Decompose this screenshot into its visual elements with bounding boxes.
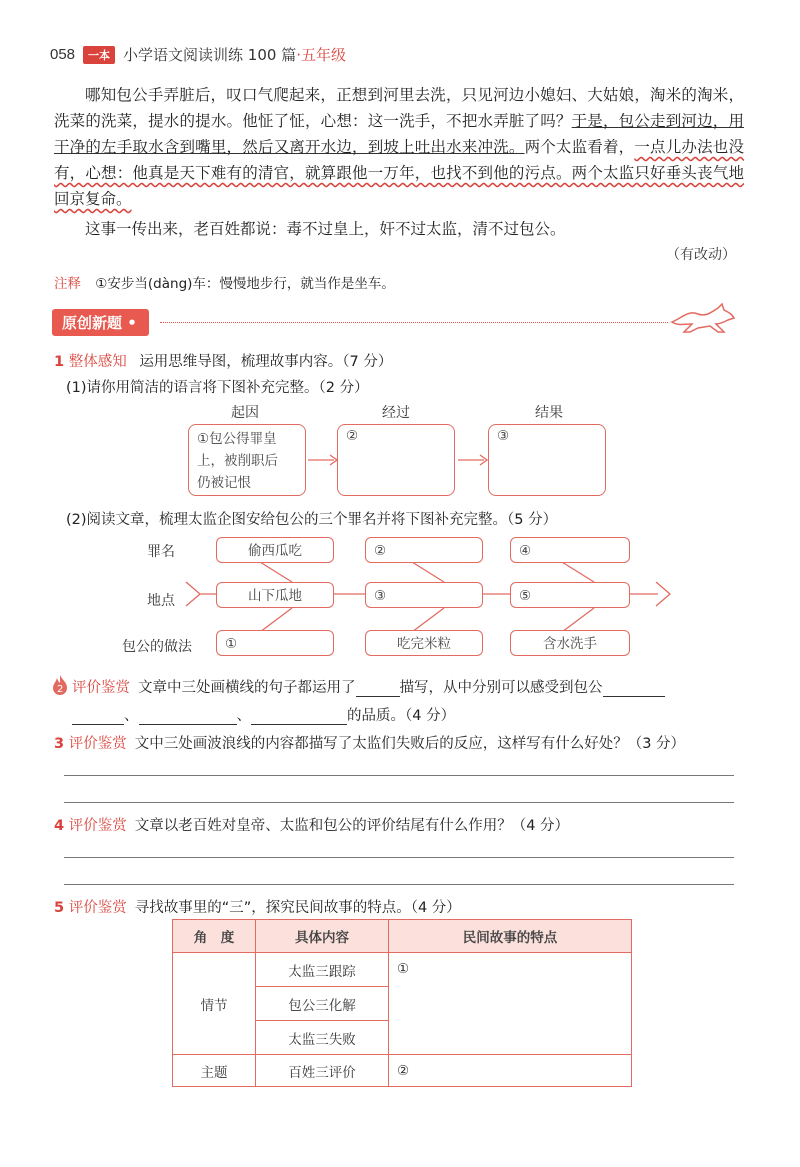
q3-answer-line-2[interactable] [64, 802, 734, 803]
table-header-row [173, 920, 632, 953]
theme-answer-marker: ② [397, 1062, 410, 1079]
running-cat-icon [668, 300, 738, 336]
q2-blank-3[interactable] [251, 708, 347, 725]
result-marker: ③ [497, 428, 510, 444]
story-underlined-sentence: 于是，包公走到河边，用干净的左手取水含到嘴里，然后又离开水边，到坡上吐出水来冲洗。 [54, 112, 744, 156]
q2-text-a: 文章中三处画横线的句子都运用了 [138, 680, 356, 696]
table-row [173, 1055, 632, 1087]
flame-icon [50, 674, 70, 696]
theme-cell: 主题 [173, 1055, 256, 1087]
page-header [50, 44, 346, 65]
flow-label-process: 经过 [382, 405, 410, 421]
section-divider [160, 322, 668, 323]
header-content: 具体内容 [256, 920, 389, 953]
cause-line-3: 仍被记恨 [197, 475, 251, 491]
table-row [173, 953, 632, 987]
question-2-line2 [72, 704, 455, 725]
cause-line-2: 上，被削职后 [197, 453, 278, 469]
series-title: 小学语文阅读训练 100 篇 [123, 46, 297, 64]
header-feature: 民间故事的特点 [389, 920, 632, 953]
question-5 [54, 896, 461, 917]
flow-box-result[interactable] [488, 424, 606, 496]
action-box-2: 吃完米粒 [365, 630, 483, 656]
q2-blank-1a[interactable] [603, 680, 665, 697]
q1-sub2: (2)阅读文章，梳理太监企图安给包公的三个罪名并将下图补充完整。（5 分） [66, 512, 558, 528]
flow-label-result: 结果 [535, 405, 563, 421]
plot-item-1: 太监三跟踪 [256, 953, 389, 987]
plot-answer-marker: ① [397, 961, 410, 977]
question-1 [54, 350, 392, 371]
q3-number: 3 [54, 736, 65, 752]
source-note: （有改动） [666, 247, 736, 263]
header-dot: · [296, 45, 301, 64]
question-4 [54, 814, 569, 835]
q3-category: 评价鉴赏 [68, 736, 127, 752]
place-box-3[interactable]: ⑤ [510, 582, 630, 608]
q4-text: 文章以老百姓对皇帝、太监和包公的评价结尾有什么作用？（4 分） [134, 818, 570, 834]
crime-box-3[interactable]: ④ [510, 537, 630, 563]
footnote-text: ①安步当(dàng)车：慢慢地步行，就当作是坐车。 [95, 276, 395, 292]
section-title: 原创新题 [62, 314, 123, 332]
story-text-a: 哪知包公手弄脏后，叹口气爬起来，正想到河里去洗，只见河边小媳妇、大姑娘，淘米的淘米，洗菜的洗菜，提水的提水。他怔了怔，心想：这一洗手，不把水弄脏了吗？ [54, 86, 744, 130]
action-box-3: 含水洗手 [510, 630, 630, 656]
grade-label: 五年级 [300, 46, 346, 64]
header-angle: 角 度 [173, 920, 256, 953]
plot-cell: 情节 [173, 953, 256, 1055]
page-number: 058 [50, 46, 76, 63]
q2-blank-2[interactable] [139, 708, 237, 725]
q1-sub1: (1)请你用简洁的语言将下图补充完整。（2 分） [66, 380, 369, 396]
q5-text: 寻找故事里的“三”，探究民间故事的特点。（4 分） [134, 900, 461, 916]
q3-answer-line-1[interactable] [64, 775, 734, 776]
q1-text: 运用思维导图，梳理故事内容。（7 分） [139, 354, 393, 370]
q1-category: 整体感知 [68, 354, 127, 370]
place-box-2[interactable]: ③ [365, 582, 483, 608]
cause-line-1: ①包公得罪皇 [197, 431, 277, 447]
crime-box-1: 偷西瓜吃 [216, 537, 334, 563]
q2-text-b: 描写，从中分别可以感受到包公 [399, 680, 603, 696]
q4-answer-line-1[interactable] [64, 857, 734, 858]
place-box-1: 山下瓜地 [216, 582, 334, 608]
flow-label-cause: 起因 [231, 405, 259, 421]
crime-box-2[interactable]: ② [365, 537, 483, 563]
row-label-action: 包公的做法 [122, 639, 192, 655]
series-logo: 一本 [83, 46, 115, 64]
flow-box-cause [188, 424, 306, 496]
q3-text: 文中三处画波浪线的内容都描写了太监们失败后的反应，这样写有什么好处？（3 分） [134, 736, 686, 752]
arrow-head-icon [656, 582, 670, 606]
row-label-crime: 罪名 [147, 544, 175, 560]
story-wavy-sentence: 一点儿办法也没有，心想：他真是天下难有的清官，就算跟他一万年，也找不到他的污点。两个太监只好垂头丧气地回京复命。 [54, 138, 744, 208]
q5-category: 评价鉴赏 [68, 900, 127, 916]
question-2 [72, 676, 752, 697]
q2-category: 评价鉴赏 [72, 680, 130, 696]
svg-text:2: 2 [57, 684, 64, 695]
q4-number: 4 [54, 818, 65, 834]
section-banner: 原创新题 • [52, 309, 149, 336]
q4-answer-line-2[interactable] [64, 884, 734, 885]
q4-category: 评价鉴赏 [68, 818, 127, 834]
flow-arrows [306, 450, 488, 470]
question-3 [54, 732, 685, 753]
q2-blank-description[interactable] [356, 680, 400, 697]
q2-sep-2: 、 [236, 708, 251, 724]
q2-blank-1b[interactable] [72, 708, 124, 725]
theme-answer-cell[interactable] [389, 1055, 632, 1087]
process-marker: ② [346, 428, 359, 444]
q2-sep-1: 、 [124, 708, 139, 724]
features-table [172, 919, 632, 1087]
footnote-label: 注释 [54, 276, 81, 292]
q5-number: 5 [54, 900, 65, 916]
q1-number: 1 [54, 354, 65, 370]
footnote [54, 272, 395, 292]
action-box-1[interactable]: ① [216, 630, 334, 656]
plot-item-2: 包公三化解 [256, 987, 389, 1021]
plot-answer-cell[interactable] [389, 953, 632, 1055]
row-label-place: 地点 [147, 593, 175, 609]
plot-item-3: 太监三失败 [256, 1021, 389, 1055]
story-text-b: 两个太监看着， [524, 138, 635, 156]
q2-text-c: 的品质。（4 分） [347, 708, 456, 724]
story-paragraph-2: 这事一传出来，老百姓都说：毒不过皇上，奸不过太监，清不过包公。 [85, 220, 566, 238]
theme-item: 百姓三评价 [256, 1055, 389, 1087]
story-paragraph-1 [54, 82, 744, 212]
